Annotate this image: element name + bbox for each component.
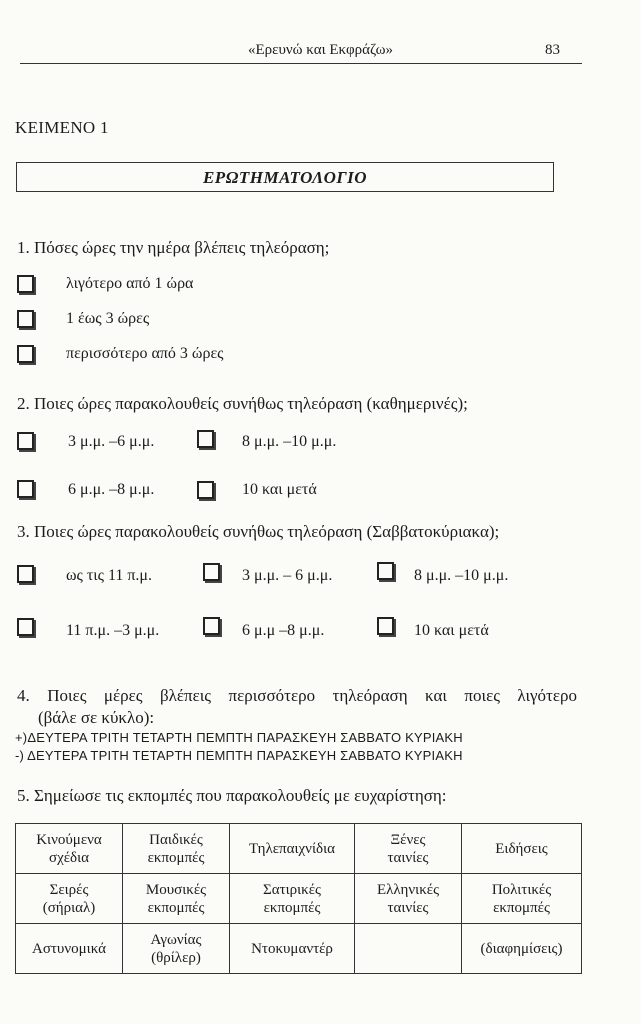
- table-cell[interactable]: Μουσικές εκπομπές: [123, 874, 230, 924]
- section-label: ΚΕΙΜΕΝΟ 1: [15, 118, 109, 137]
- table-row: [16, 824, 582, 874]
- checkbox[interactable]: [17, 618, 34, 636]
- question-4-instruction: (βάλε σε κύκλο):: [38, 708, 155, 727]
- option-label: περισσότερο από 3 ώρες: [66, 345, 224, 362]
- table-cell[interactable]: Ντοκυμαντέρ: [230, 924, 355, 974]
- question-1: 1. Πόσες ώρες την ημέρα βλέπεις τηλεόραση;: [17, 238, 330, 257]
- option-label: 3 μ.μ. –6 μ.μ.: [68, 433, 155, 450]
- checkbox[interactable]: [377, 617, 394, 635]
- table-cell[interactable]: Σειρές (σήριαλ): [16, 874, 123, 924]
- checkbox[interactable]: [17, 345, 34, 363]
- option-label: 10 και μετά: [414, 622, 489, 639]
- table-cell[interactable]: Ελληνικές ταινίες: [355, 874, 462, 924]
- checkbox[interactable]: [197, 481, 214, 499]
- checkbox[interactable]: [203, 563, 220, 581]
- table-cell[interactable]: (διαφημίσεις): [462, 924, 582, 974]
- checkbox[interactable]: [197, 430, 214, 448]
- question-3: 3. Ποιες ώρες παρακολουθείς συνήθως τηλεόραση (Σαββατοκύριακα);: [17, 522, 500, 541]
- questionnaire-title: ΕΡΩΤΗΜΑΤΟΛΟΓΙΟ: [16, 162, 554, 192]
- table-row: [16, 924, 582, 974]
- question-5: 5. Σημείωσε τις εκπομπές που παρακολουθείς με ευχαρίστηση:: [17, 786, 447, 805]
- option-label: 6 μ.μ. –8 μ.μ.: [68, 481, 155, 498]
- option-label: ως τις 11 π.μ.: [66, 567, 152, 584]
- days-more-row[interactable]: +)ΔΕΥΤΕΡΑ ΤΡΙΤΗ ΤΕΤΑΡΤΗ ΠΕΜΠΤΗ ΠΑΡΑΣΚΕΥΗ ΣΑΒΒΑΤΟ ΚΥΡΙΑΚΗ: [15, 730, 463, 745]
- table-cell[interactable]: Αγωνίας (θρίλερ): [123, 924, 230, 974]
- table-row: [16, 874, 582, 924]
- option-label: 8 μ.μ. –10 μ.μ.: [242, 433, 337, 450]
- checkbox[interactable]: [17, 480, 34, 498]
- table-cell[interactable]: [355, 924, 462, 974]
- option-label: 1 έως 3 ώρες: [66, 310, 150, 327]
- option-label: 6 μ.μ –8 μ.μ.: [242, 622, 325, 639]
- days-less-row[interactable]: -) ΔΕΥΤΕΡΑ ΤΡΙΤΗ ΤΕΤΑΡΤΗ ΠΕΜΠΤΗ ΠΑΡΑΣΚΕΥΗ ΣΑΒΒΑΤΟ ΚΥΡΙΑΚΗ: [15, 748, 463, 763]
- checkbox[interactable]: [17, 432, 34, 450]
- page-number: 83: [545, 42, 560, 58]
- checkbox[interactable]: [17, 275, 34, 293]
- table-cell[interactable]: Κινούμενα σχέδια: [16, 824, 123, 874]
- header-rule: [20, 63, 582, 64]
- option-label: 10 και μετά: [242, 481, 317, 498]
- checkbox[interactable]: [17, 565, 34, 583]
- option-label: 3 μ.μ. – 6 μ.μ.: [242, 567, 333, 584]
- table-cell[interactable]: Ειδήσεις: [462, 824, 582, 874]
- option-label: 11 π.μ. –3 μ.μ.: [66, 622, 160, 639]
- option-label: λιγότερο από 1 ώρα: [66, 275, 194, 292]
- checkbox[interactable]: [203, 617, 220, 635]
- table-cell[interactable]: Τηλεπαιχνίδια: [230, 824, 355, 874]
- table-cell[interactable]: Σατιρικές εκπομπές: [230, 874, 355, 924]
- question-2: 2. Ποιες ώρες παρακολουθείς συνήθως τηλεόραση (καθημερινές);: [17, 394, 468, 413]
- table-cell[interactable]: Ξένες ταινίες: [355, 824, 462, 874]
- table-cell[interactable]: Παιδικές εκπομπές: [123, 824, 230, 874]
- running-header-title: «Ερευνώ και Εκφράζω»: [248, 42, 393, 58]
- checkbox[interactable]: [377, 562, 394, 580]
- programs-table: [15, 823, 582, 974]
- option-label: 8 μ.μ. –10 μ.μ.: [414, 567, 509, 584]
- table-cell[interactable]: Πολιτικές εκπομπές: [462, 874, 582, 924]
- question-4: 4. Ποιες μέρες βλέπεις περισσότερο τηλεόραση και ποιες λιγότερο: [17, 686, 577, 705]
- table-cell[interactable]: Αστυνομικά: [16, 924, 123, 974]
- checkbox[interactable]: [17, 310, 34, 328]
